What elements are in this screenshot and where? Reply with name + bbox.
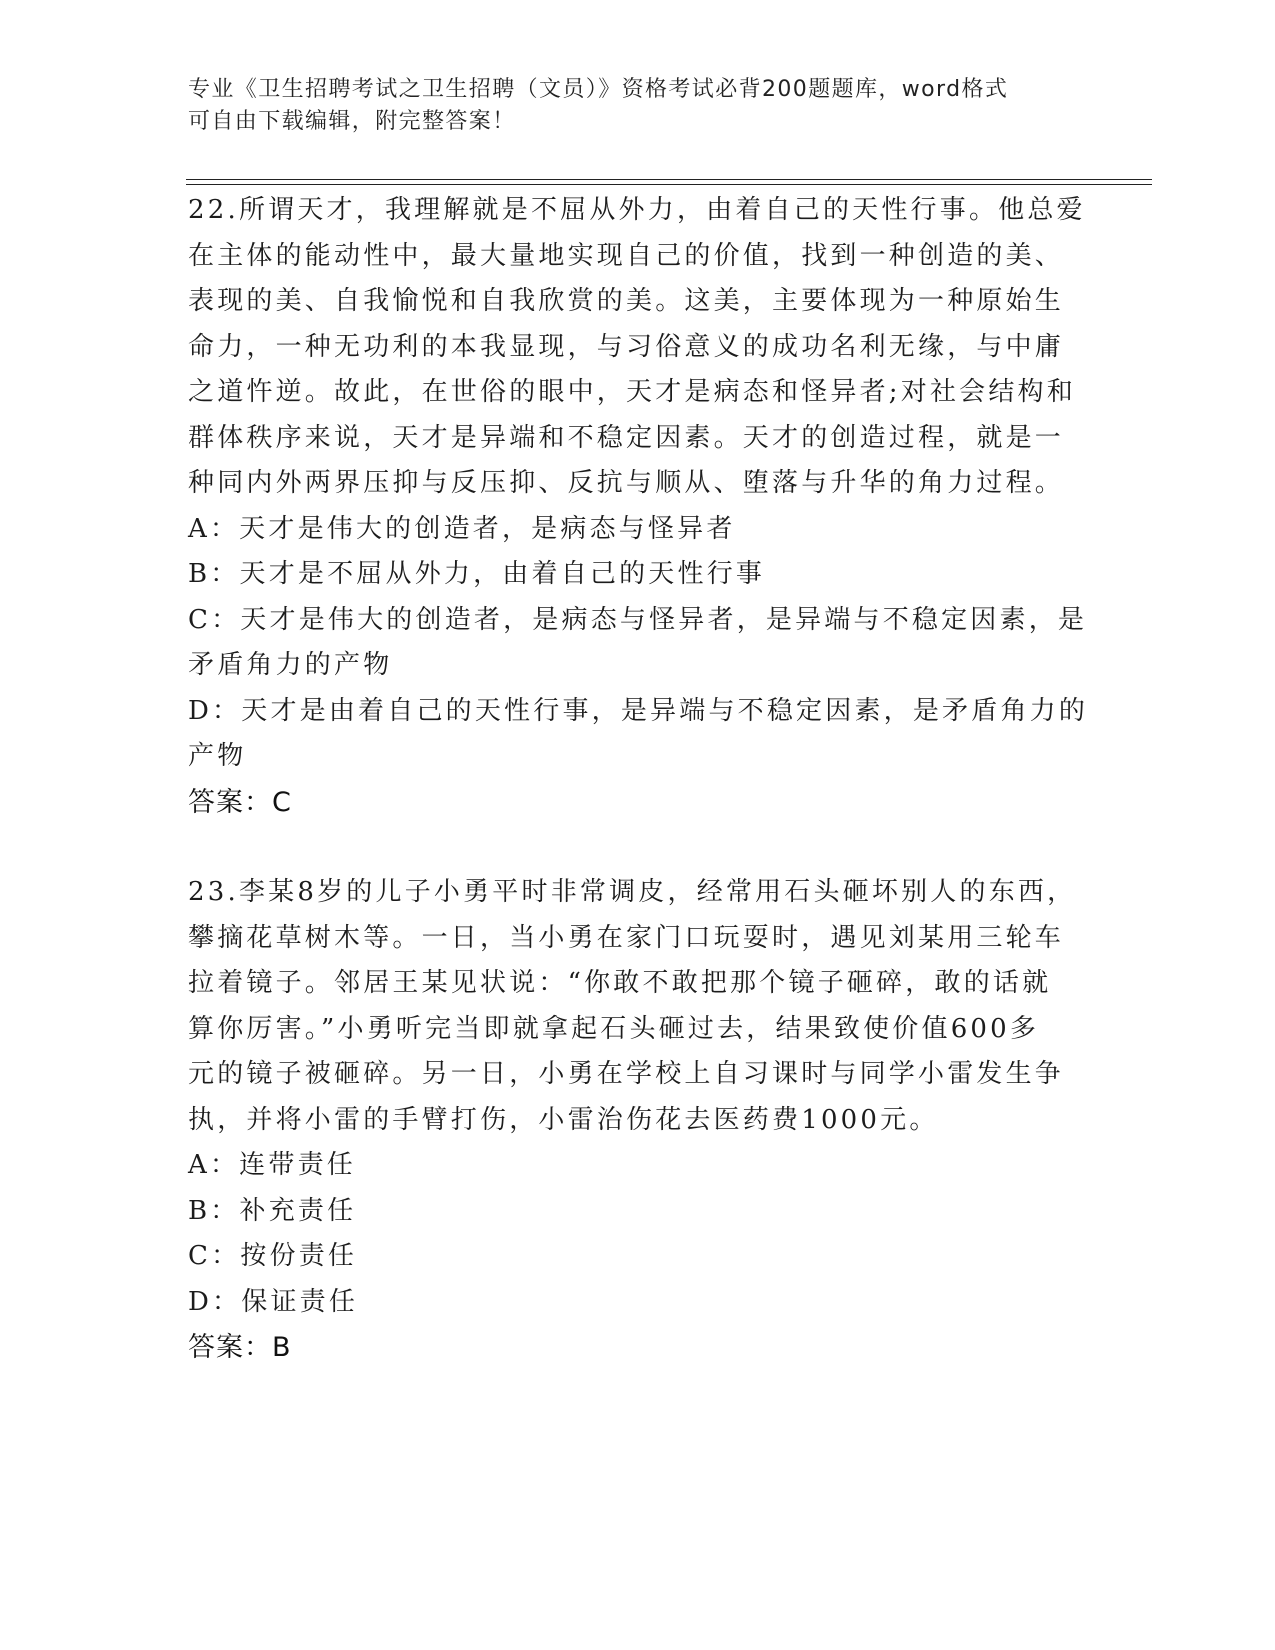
option-a: A：连带责任	[188, 1150, 356, 1180]
option-c: C：天才是伟大的创造者，是病态与怪异者，是异端与不稳定因素，是	[188, 604, 1088, 635]
question-stem-line: 命力，一种无功利的本我显现，与习俗意义的成功名利无缘，与中庸	[188, 331, 1065, 362]
question-22	[188, 188, 1088, 826]
option-a: A：天才是伟大的创造者，是病态与怪异者	[188, 513, 736, 544]
question-stem-line: 种同内外两界压抑与反压抑、反抗与顺从、堕落与升华的角力过程。	[188, 468, 1065, 498]
question-23	[188, 870, 1088, 1371]
document-header	[188, 74, 1068, 138]
question-stem-line: 之道忤逆。故此，在世俗的眼中，天才是病态和怪异者;对社会结构和	[188, 377, 1076, 407]
question-stem-line: 元的镜子被砸碎。另一日，小勇在学校上自习课时与同学小雷发生争	[188, 1059, 1065, 1089]
header-title-line-1: 专业《卫生招聘考试之卫生招聘（文员）》资格考试必背200题题库，word格式	[188, 77, 1009, 102]
question-stem-line: 攀摘花草树木等。一日，当小勇在家门口玩耍时，遇见刘某用三轮车	[188, 922, 1065, 953]
question-stem-line: 群体秩序来说，天才是异端和不稳定因素。天才的创造过程，就是一	[188, 422, 1065, 453]
question-stem-line: 算你厉害。”小勇听完当即就拿起石头砸过去，结果致使价值600多	[188, 1013, 1040, 1044]
option-d: D：保证责任	[188, 1286, 359, 1317]
header-divider-top	[186, 179, 1152, 180]
question-stem-line: 23.李某8岁的儿子小勇平时非常调皮，经常用石头砸坏别人的东西，	[188, 877, 1077, 907]
question-stem-line: 表现的美、自我愉悦和自我欣赏的美。这美，主要体现为一种原始生	[188, 286, 1065, 316]
option-c-continued: 矛盾角力的产物	[188, 650, 393, 680]
option-c: C：按份责任	[188, 1241, 358, 1271]
question-stem-line: 拉着镜子。邻居王某见状说：“你敢不敢把那个镜子砸碎，敢的话就	[188, 968, 1052, 998]
answer-label: 答案：B	[188, 1332, 292, 1363]
option-d-continued: 产物	[188, 741, 247, 771]
answer-label: 答案：C	[188, 786, 292, 818]
header-title-line-2: 可自由下载编辑，附完整答案！	[188, 109, 516, 134]
option-b: B：补充责任	[188, 1195, 357, 1226]
option-d: D：天才是由着自己的天性行事，是异端与不稳定因素，是矛盾角力的	[188, 695, 1089, 726]
question-stem-line: 22.所谓天才，我理解就是不屈从外力，由着自己的天性行事。他总爱	[188, 195, 1086, 225]
question-stem-line: 在主体的能动性中，最大量地实现自己的价值，找到一种创造的美、	[188, 240, 1065, 271]
question-stem-line: 执，并将小雷的手臂打伤，小雷治伤花去医药费1000元。	[188, 1104, 939, 1135]
header-divider-bottom	[186, 184, 1152, 185]
option-b: B：天才是不屈从外力，由着自己的天性行事	[188, 559, 766, 589]
